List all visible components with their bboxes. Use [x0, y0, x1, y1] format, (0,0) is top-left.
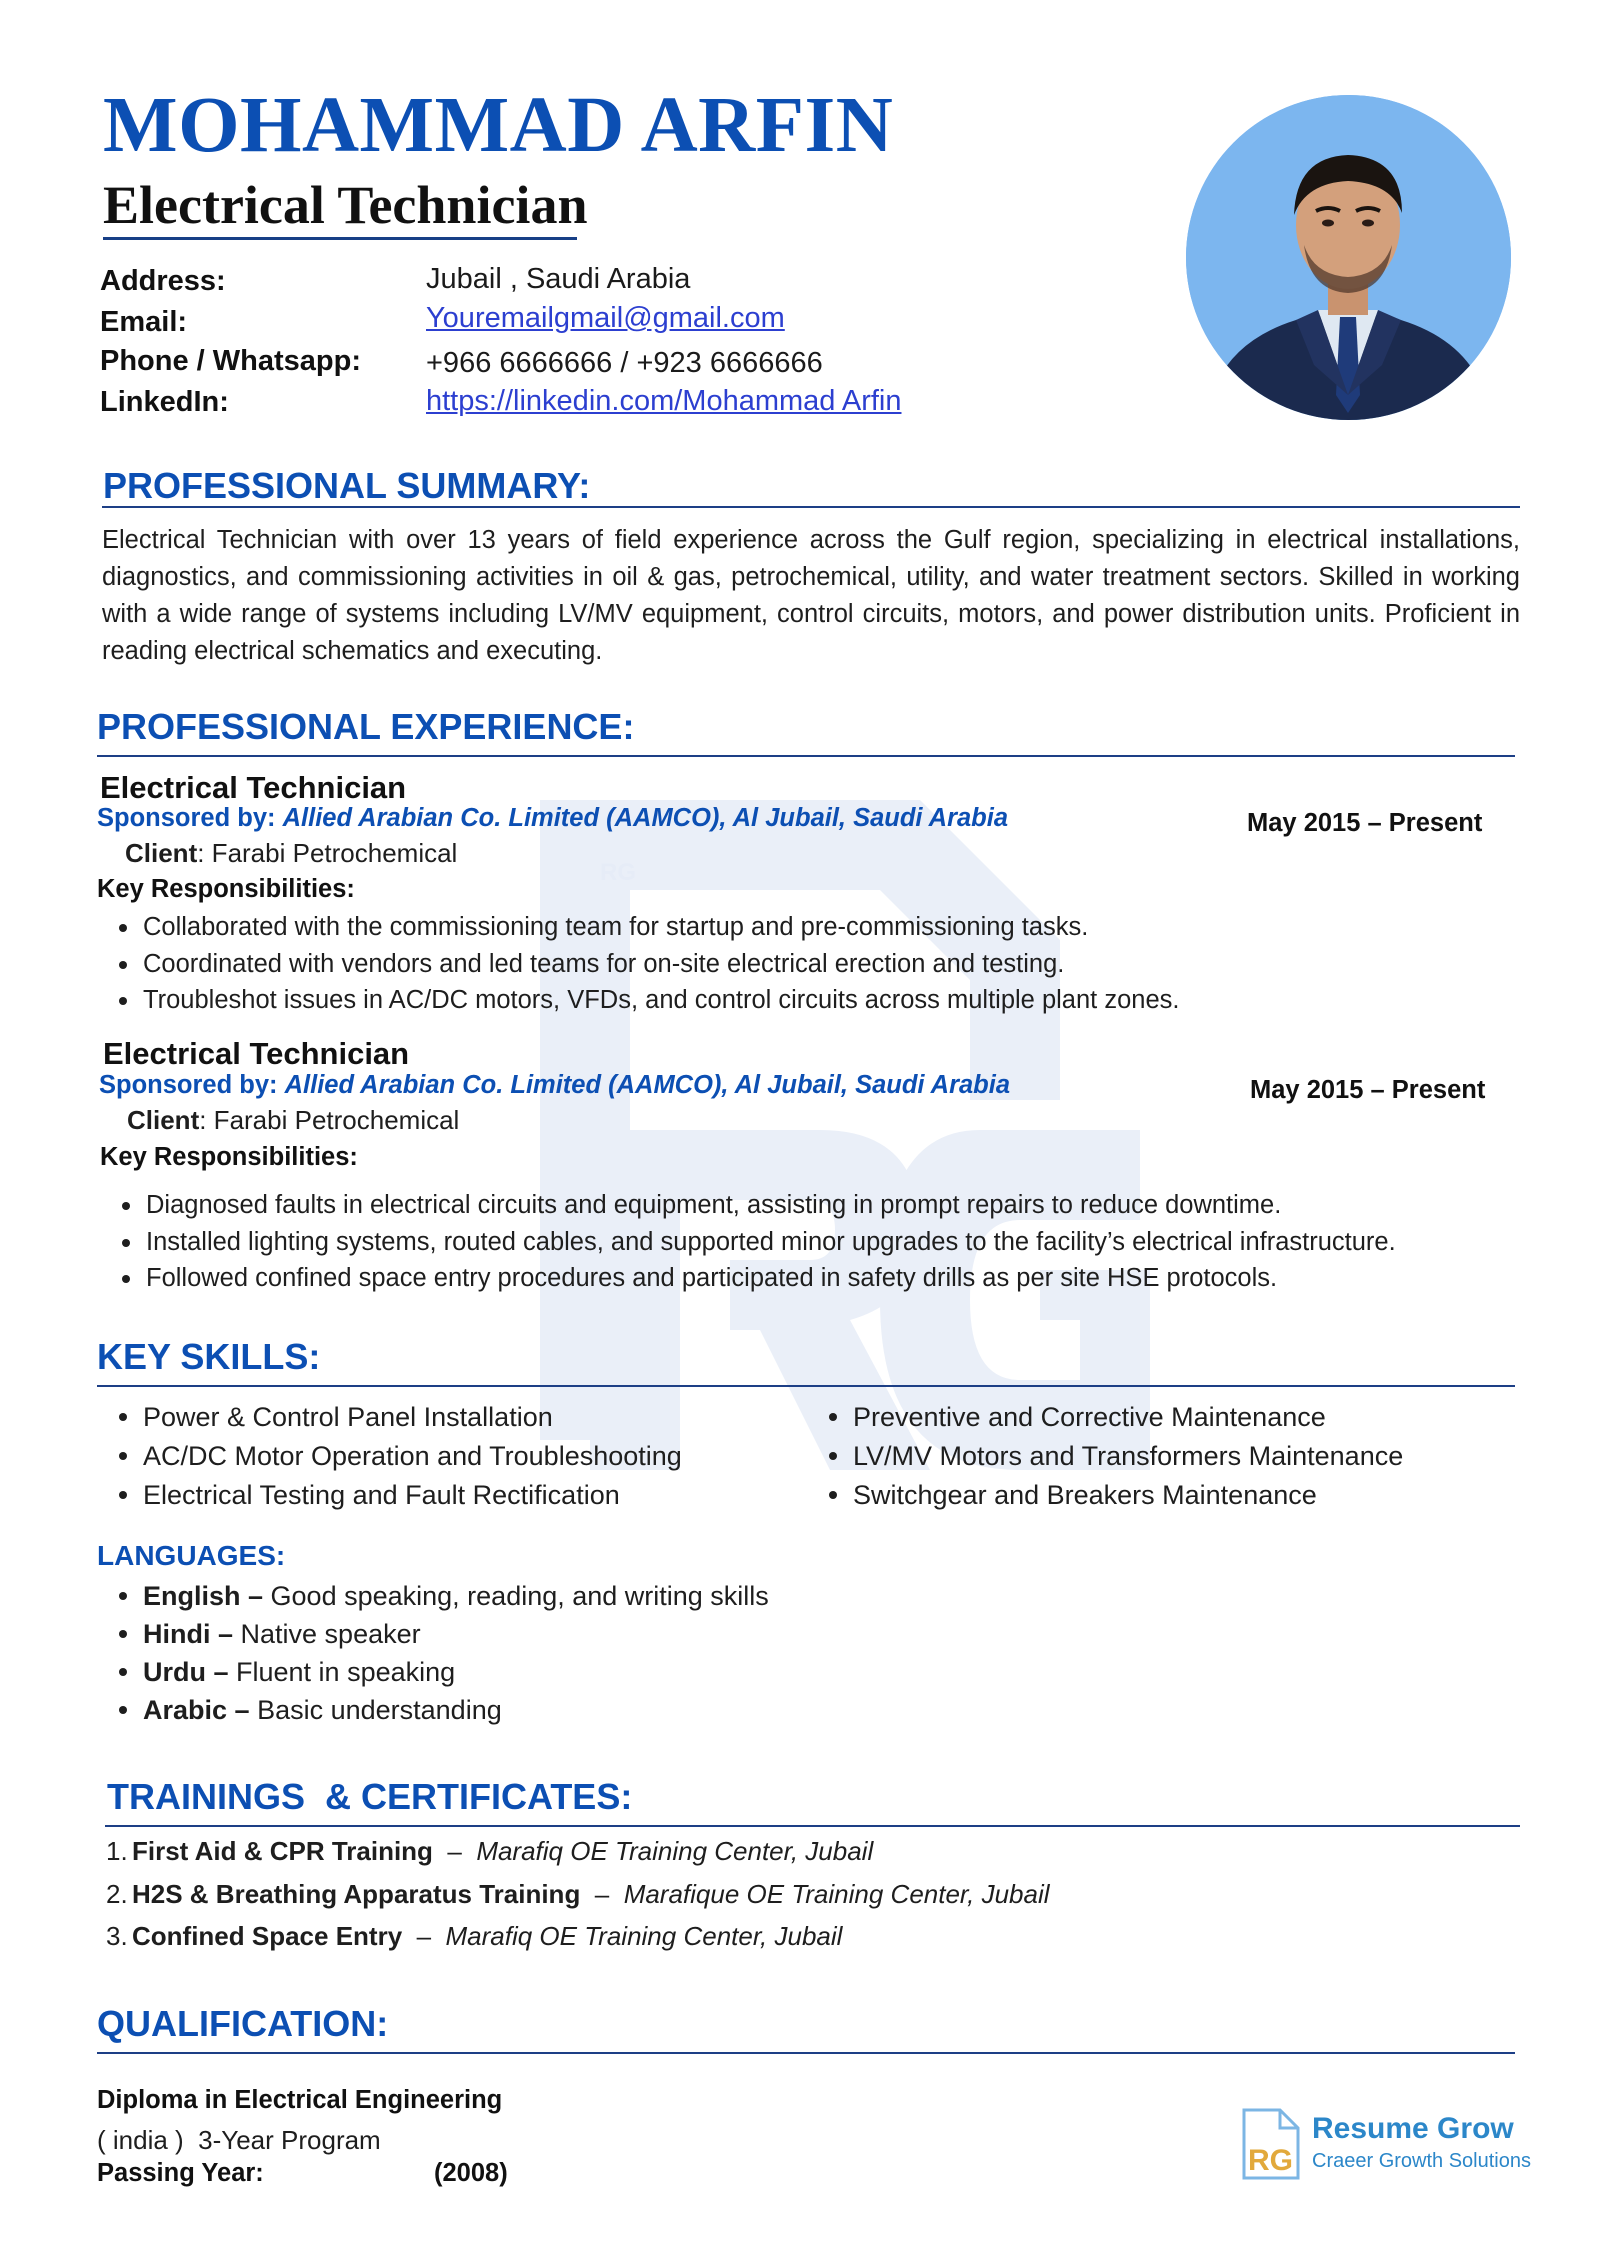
job-role: Electrical Technician [100, 770, 407, 805]
linkedin-link[interactable]: https://linkedin.com/Mohammad Arfin [426, 385, 902, 417]
certificates-rule [105, 1825, 1520, 1827]
profile-photo [1186, 95, 1511, 420]
language-item: English – Good speaking, reading, and writing skills [143, 1583, 769, 1610]
skill-item: Switchgear and Breakers Maintenance [853, 1482, 1403, 1509]
passing-year-label: Passing Year: [97, 2159, 264, 2187]
skills-heading: KEY SKILLS: [97, 1336, 321, 1377]
qualification-heading: QUALIFICATION: [97, 2003, 389, 2044]
candidate-name: MOHAMMAD ARFIN [103, 82, 894, 169]
bullet-icon [829, 1452, 837, 1460]
list-item: Followed confined space entry procedures and participated in safety drills as per site HSE protocols. [146, 1266, 1396, 1292]
skills-list-left [143, 1404, 682, 1509]
bullet-icon [119, 1668, 127, 1676]
bullet-icon [829, 1413, 837, 1421]
list-item: Collaborated with the commissioning team for startup and pre-commissioning tasks. [143, 915, 1179, 941]
experience-heading: PROFESSIONAL EXPERIENCE: [97, 706, 635, 747]
email-label: Email: [100, 306, 188, 338]
bullet-icon [119, 1592, 127, 1600]
summary-heading: PROFESSIONAL SUMMARY: [103, 465, 591, 506]
languages-heading: LANGUAGES: [97, 1540, 286, 1571]
title-underline [103, 237, 577, 240]
email-link[interactable]: Youremailgmail@gmail.com [426, 302, 785, 334]
bullet-icon [119, 997, 127, 1005]
certificate-item: 3. Confined Space Entry – Marafiq OE Training Center, Jubail [106, 1921, 843, 1951]
job-sponsor [97, 806, 1008, 832]
bullet-icon [119, 924, 127, 932]
bullet-icon [829, 1491, 837, 1499]
bullet-icon [119, 1630, 127, 1638]
sponsor-company: Allied Arabian Co. Limited (AAMCO), Al Jubail, Saudi Arabia [284, 1071, 1011, 1099]
sponsor-label: Sponsored by: [99, 1071, 278, 1099]
client-value: : Farabi Petrochemical [199, 1105, 460, 1135]
key-responsibilities-label: Key Responsibilities: [100, 1143, 358, 1171]
skill-item: Preventive and Corrective Maintenance [853, 1404, 1403, 1431]
language-item: Arabic – Basic understanding [143, 1697, 769, 1724]
certificate-item: 2. H2S & Breathing Apparatus Training – Marafique OE Training Center, Jubail [106, 1879, 1050, 1909]
summary-rule [102, 506, 1520, 508]
list-item: Installed lighting systems, routed cables, and supported minor upgrades to the facility’s electrical infrastructure. [146, 1230, 1396, 1256]
sponsor-company: Allied Arabian Co. Limited (AAMCO), Al Jubail, Saudi Arabia [282, 804, 1009, 832]
qualification-rule [97, 2052, 1515, 2054]
bullet-icon [119, 1706, 127, 1714]
job-client [125, 840, 457, 866]
list-item: Coordinated with vendors and led teams for on-site electrical erection and testing. [143, 952, 1179, 978]
languages-list [143, 1583, 769, 1724]
qualification-degree: Diploma in Electrical Engineering [97, 2086, 503, 2114]
skills-rule [97, 1385, 1515, 1387]
phone-value: +966 6666666 / +923 6666666 [426, 347, 823, 379]
resume-grow-logo-icon [1240, 2108, 1302, 2182]
bullet-icon [122, 1202, 130, 1210]
list-item: Diagnosed faults in electrical circuits and equipment, assisting in prompt repairs to reduce downtime. [146, 1193, 1396, 1219]
skills-list-right [853, 1404, 1403, 1509]
address-label: Address: [100, 265, 226, 297]
sponsor-label: Sponsored by: [97, 804, 276, 832]
bullet-icon [119, 961, 127, 969]
bullet-icon [122, 1239, 130, 1247]
client-value: : Farabi Petrochemical [197, 838, 458, 868]
bullet-icon [122, 1275, 130, 1283]
job-sponsor [99, 1073, 1010, 1099]
job-date: May 2015 – Present [1247, 809, 1483, 837]
responsibilities-list [143, 915, 1179, 1014]
job-role: Electrical Technician [103, 1036, 410, 1071]
client-label: Client [127, 1105, 200, 1135]
logo-letters: RG [1248, 2144, 1293, 2177]
skill-item: LV/MV Motors and Transformers Maintenance [853, 1443, 1403, 1470]
key-responsibilities-label: Key Responsibilities: [97, 875, 355, 903]
bullet-icon [119, 1452, 127, 1460]
bullet-icon [119, 1413, 127, 1421]
skill-item: AC/DC Motor Operation and Troubleshooting [143, 1443, 682, 1470]
client-label: Client [125, 838, 198, 868]
list-item: Troubleshot issues in AC/DC motors, VFDs, and control circuits across multiple plant zones. [143, 988, 1179, 1014]
address-value: Jubail , Saudi Arabia [426, 263, 691, 295]
resume-grow-logo [1240, 2108, 1540, 2184]
passing-year-value: (2008) [434, 2159, 508, 2187]
experience-rule [97, 755, 1515, 757]
certificates-heading: TRAININGS & CERTIFICATES: [107, 1776, 633, 1817]
job-date: May 2015 – Present [1250, 1076, 1486, 1104]
skill-item: Electrical Testing and Fault Rectification [143, 1482, 682, 1509]
candidate-job-title: Electrical Technician [103, 175, 588, 235]
qualification-detail: ( india ) 3-Year Program [97, 2125, 381, 2155]
skill-item: Power & Control Panel Installation [143, 1404, 682, 1431]
responsibilities-list [146, 1193, 1396, 1292]
language-item: Urdu – Fluent in speaking [143, 1659, 769, 1686]
job-client [127, 1107, 459, 1133]
brand-name: Resume Grow [1312, 2112, 1514, 2145]
watermark-letters: RG [600, 859, 636, 886]
linkedin-label: LinkedIn: [100, 386, 229, 418]
brand-tagline: Craeer Growth Solutions [1312, 2150, 1531, 2172]
phone-label: Phone / Whatsapp: [100, 345, 361, 377]
certificate-item: 1. First Aid & CPR Training – Marafiq OE Training Center, Jubail [106, 1836, 874, 1866]
bullet-icon [119, 1491, 127, 1499]
summary-text: Electrical Technician with over 13 years of field experience across the Gulf region, specializing in electrical installations, diagnostics, and commissioning activities in oil & gas, petrochemical, utility, and water treatment sectors. Skilled in working with a wide range of systems including LV/MV equipment, control circuits, motors, and power distribution units. Proficient in reading electrical schematics and executing. [102, 526, 1520, 665]
language-item: Hindi – Native speaker [143, 1621, 769, 1648]
